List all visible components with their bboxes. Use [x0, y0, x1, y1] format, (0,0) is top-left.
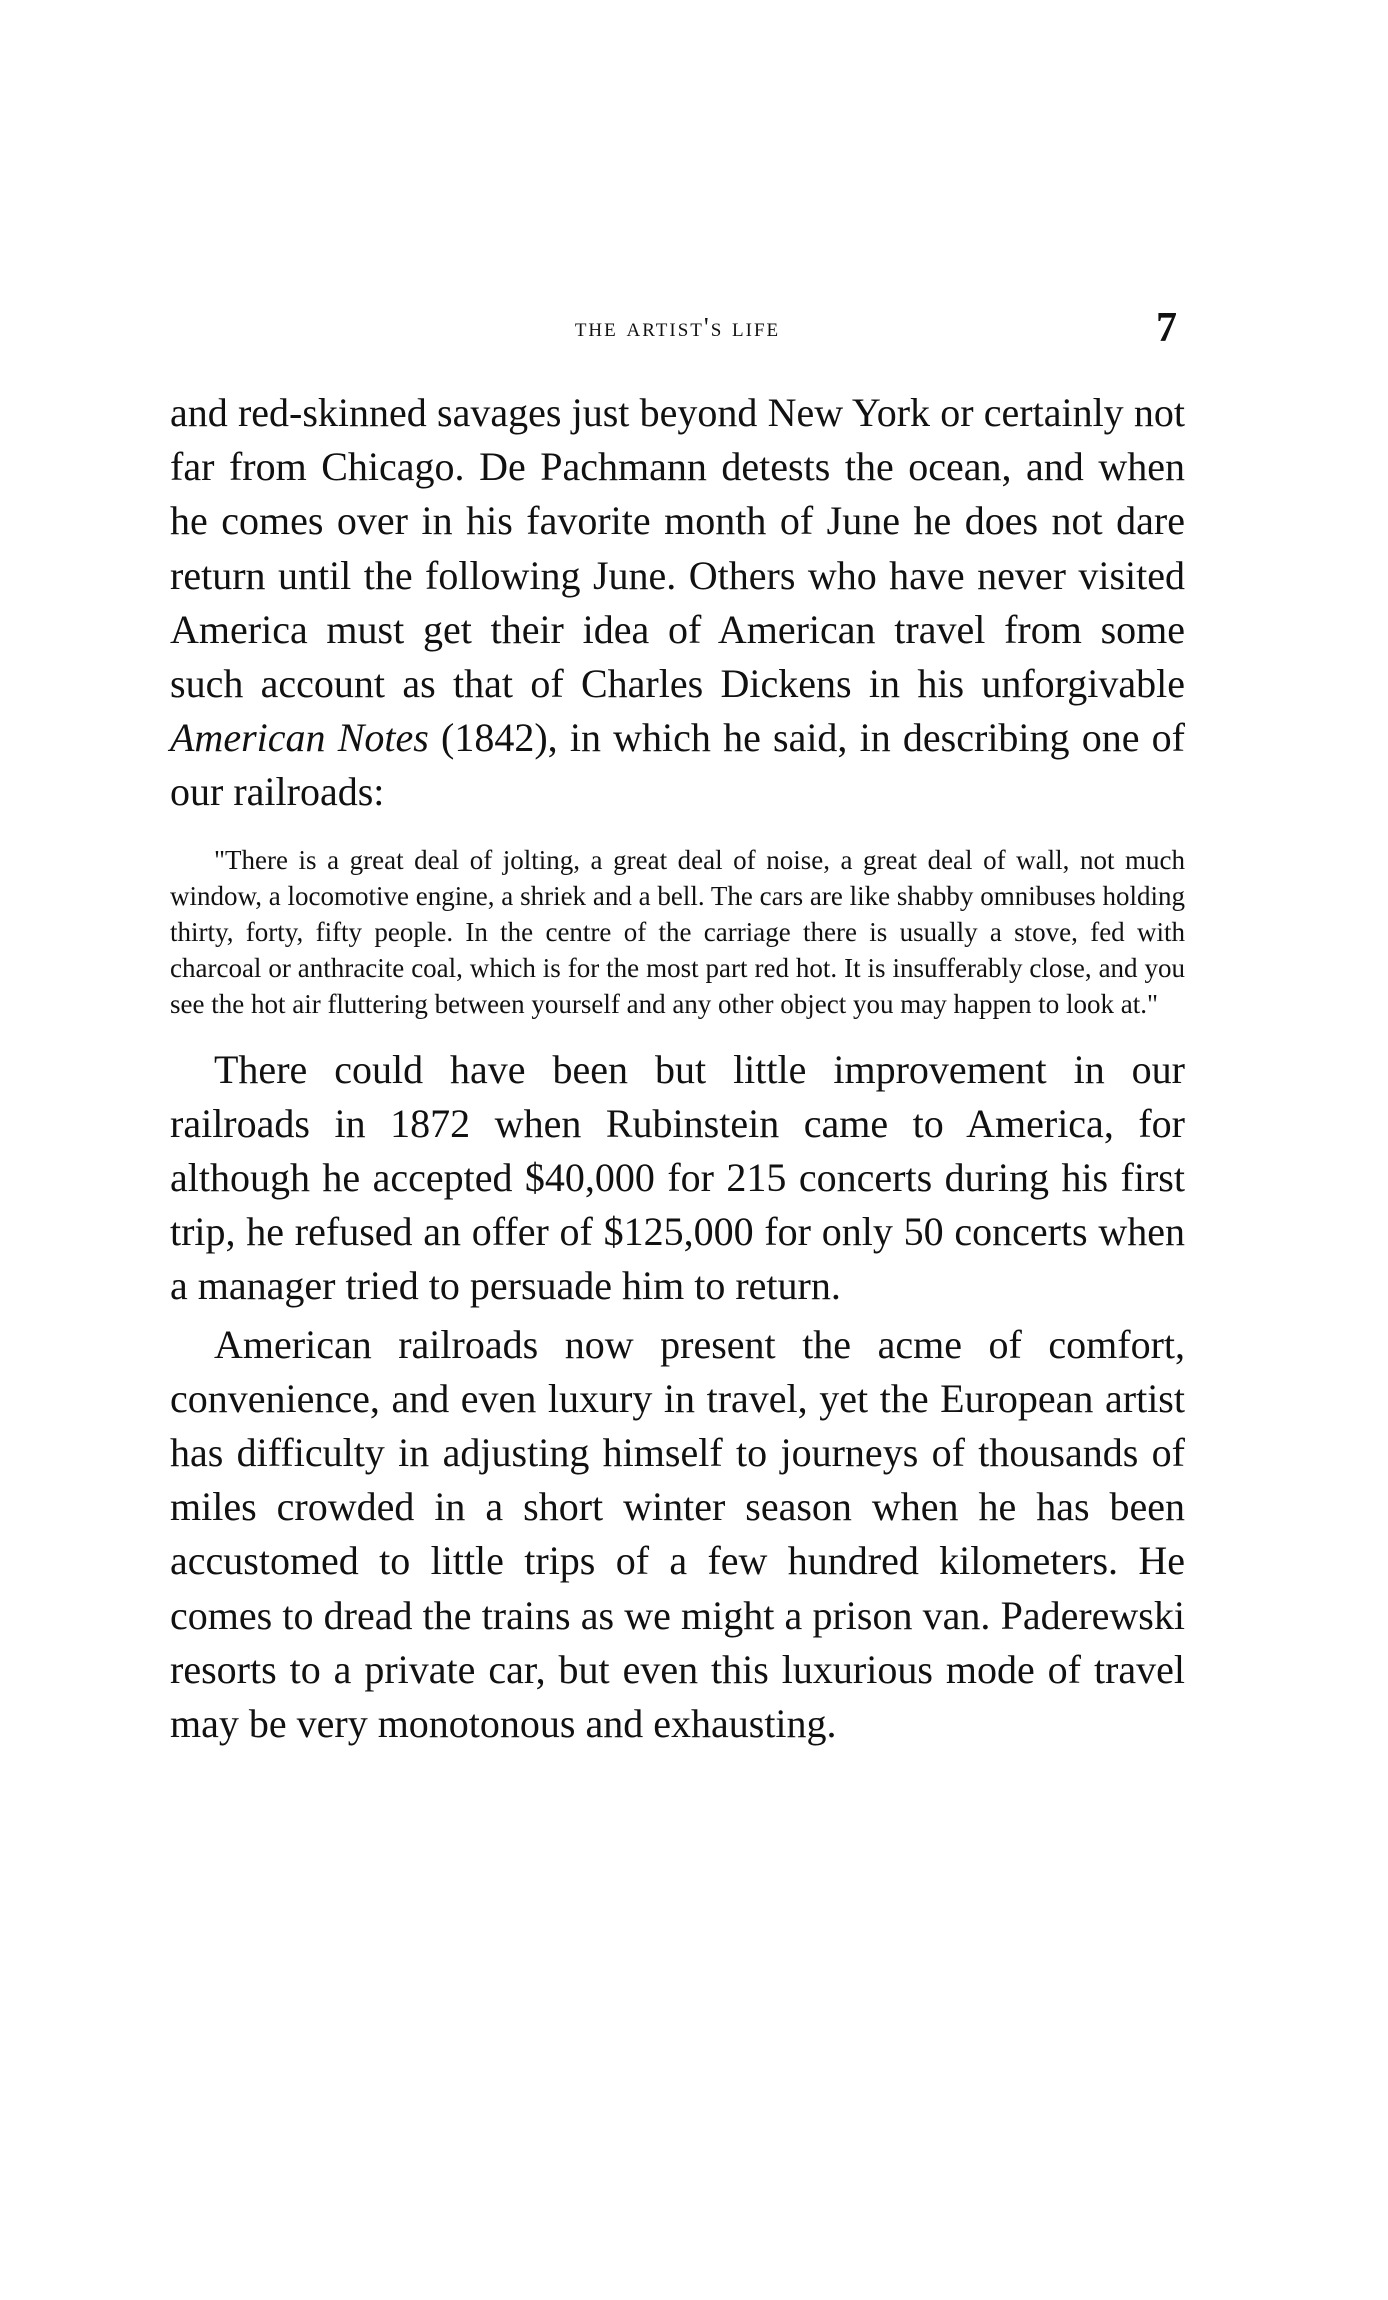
paragraph-2: There could have been but little improvement in our railroads in 1872 when Rubinstein came to America, for although he accepted $40,000 for 215 concerts during his first trip, he refused an offer of $125,000 for only 50 concerts when a manager tried to persuade him to return. [170, 1046, 1185, 1309]
paragraph-1 [170, 386, 1185, 820]
page-number: 7 [1156, 305, 1177, 351]
book-title-american-notes: American Notes [170, 715, 429, 761]
paragraph-1-text-a: and red-skinned savages just beyond New York or certainly not far from Chicago. De Pachmann detests the ocean, and when he comes over in his favorite month of June he does not dare return until the following June. Others who have never visited America must get their idea of American travel from some such account as that of Charles Dickens in his unforgivable [170, 390, 1185, 707]
body-text [170, 386, 1185, 1751]
block-quote-dickens: "There is a great deal of jolting, a great deal of noise, a great deal of wall, not much window, a locomotive engine, a shriek and a bell. The cars are like shabby omnibuses holding thirty, forty, fifty people. In the centre of the carriage there is usually a stove, fed with charcoal or anthracite coal, which is for the most part red hot. It is insufferably close, and you see the hot air fluttering between yourself and any other object you may happen to look at." [170, 844, 1185, 1020]
paragraph-1-text-b: (1842), in which he said, in describing one of our railroads: [170, 715, 1185, 815]
running-head [170, 300, 1185, 370]
running-title: the artist's life [574, 312, 781, 342]
paragraph-3: American railroads now present the acme of comfort, convenience, and even luxury in travel, yet the European artist has difficulty in adjusting himself to journeys of thousands of miles crowded in a short winter season when he has been accustomed to little trips of a few hundred kilometers. He comes to dread the trains as we might a prison van. Paderewski resorts to a private car, but even this luxurious mode of travel may be very monotonous and exhausting. [170, 1321, 1185, 1747]
